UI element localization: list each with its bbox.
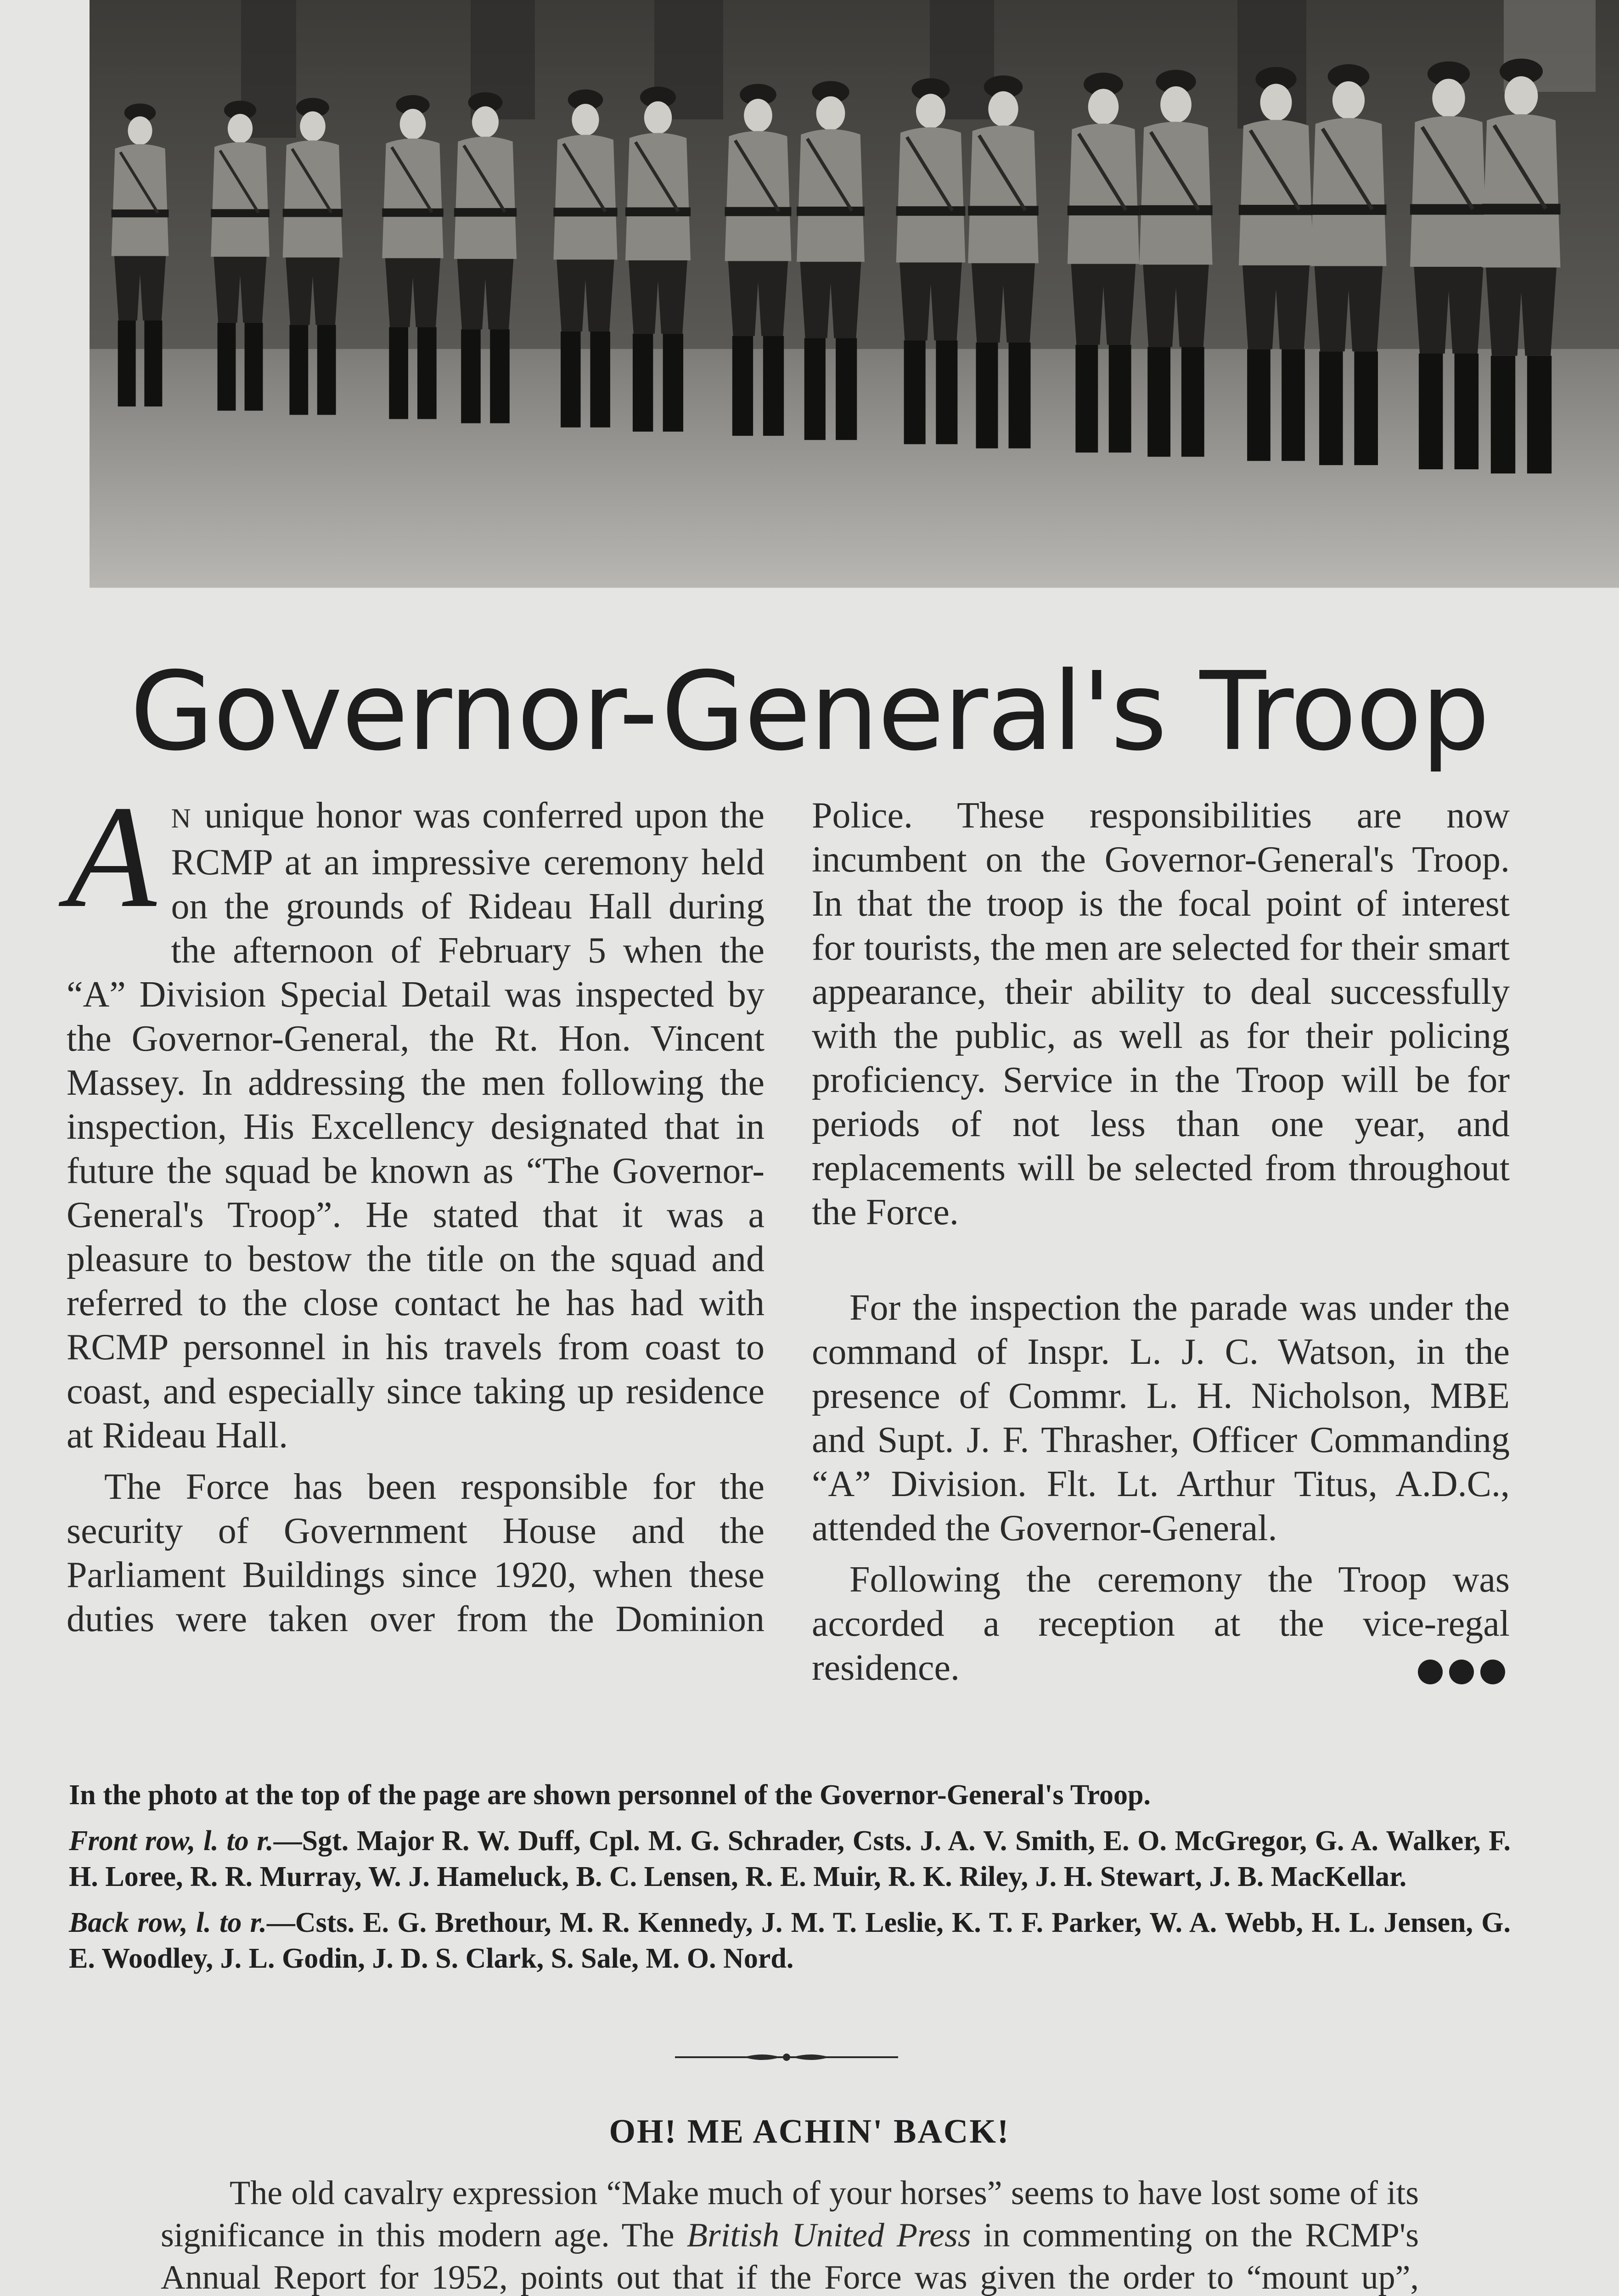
article-paragraph-2-continued <box>812 793 1510 1278</box>
article-paragraph-4 <box>812 1558 1510 1690</box>
caption-back-row <box>69 1905 1511 1976</box>
paragraph-2-continuation-text: Police. These responsibilities are now incumbent on the Governor-General's Troop. In that the troop is the focal point of interest for tourists, the men are selected for their smart appearance, their ability to deal successfully with the public, as well as for their policing proficiency. Service in the Troop will be for periods of not less than one year, and replacements will be selected from throughout the Force. <box>812 795 1510 1232</box>
article-paragraph-3: For the inspection the parade was under the command of Inspr. L. J. C. Watson, in the presence of Commr. L. H. Nicholson, MBE and Supt. J. F. Thrasher, Officer Commanding “A” Division. Flt. Lt. Arthur Titus, A.D.C., attended the Governor-General. <box>812 1288 1510 1548</box>
photo-caption <box>69 1777 1511 1986</box>
p1-italic: British United Press <box>686 2217 971 2254</box>
troop-photo-image <box>90 0 1619 588</box>
article-title: Governor-General's Troop <box>130 648 1489 775</box>
end-dot <box>1418 1660 1443 1684</box>
caption-front-row <box>69 1823 1511 1895</box>
paragraph-4-text: Following the ceremony the Troop was accorded a reception at the vice-regal residence. <box>812 1559 1510 1688</box>
end-dot <box>1480 1660 1505 1684</box>
p1-before: The old cavalry expression “Make much of your horses” seems to have lost some of its significance in this modern age. The <box>161 2174 1419 2254</box>
p1-after: in commenting on the RCMP's Annual Report for 1952, points out that if the Force was given the order to “mount up”, <box>161 2217 1419 2296</box>
section-divider-ornament <box>675 2048 898 2066</box>
article-column-right <box>812 793 1510 1690</box>
end-dot <box>1449 1660 1474 1684</box>
second-article-heading: OH! ME ACHIN' BACK! <box>609 2113 1010 2150</box>
paragraph-1-text: unique honor was conferred upon the RCMP at an impressive ceremony held on the grounds of Rideau Hall during the afternoon of February 5 when the “A” Division Special Detail was inspected by the Governor-General, the Rt. Hon. Vincent Massey. In addressing the men following the inspection, His Excellency designated that in future the squad be known as “The Governor-General's Troop”. He stated that it was a pleasure to bestow the title on the squad and referred to the close contact he has had with RCMP personnel in his travels from coast to coast, and especially since taking up residence at Rideau Hall. <box>67 795 765 1456</box>
end-mark-dots <box>1418 1660 1505 1684</box>
caption-back-names: —Csts. E. G. Brethour, M. R. Kennedy, J. M. T. Leslie, K. T. F. Parker, W. A. Webb, H. L. Jensen, G. E. Woodley, J. L. Godin, J. D. S. Clark, S. Sale, M. O. Nord. <box>69 1907 1511 1974</box>
caption-back-label: Back row, l. to r. <box>69 1907 267 1938</box>
article-column-left <box>67 776 765 1641</box>
second-article-paragraph-1 <box>161 2172 1419 2296</box>
drop-cap: A <box>67 776 157 938</box>
caption-intro: In the photo at the top of the page are shown personnel of the Governor-General's Troop. <box>69 1779 1151 1811</box>
article-paragraph-1 <box>67 776 765 1458</box>
article-paragraph-2: The Force has been responsible for the security of Government House and the Parliament Buildings since 1920, when these duties were taken over from the Dominion <box>67 1467 765 1639</box>
drop-cap-rest: N <box>171 803 193 833</box>
caption-front-label: Front row, l. to r. <box>69 1825 274 1857</box>
caption-front-names: —Sgt. Major R. W. Duff, Cpl. M. G. Schrader, Csts. J. A. V. Smith, E. O. McGregor, G. A. Walker, F. H. Loree, R. R. Murray, W. J. Hameluck, B. C. Lensen, R. E. Muir, R. K. Riley, J. H. Stewart, J. B. MacKellar. <box>69 1825 1511 1892</box>
second-article-body <box>161 2172 1419 2296</box>
troop-photo <box>90 0 1619 588</box>
